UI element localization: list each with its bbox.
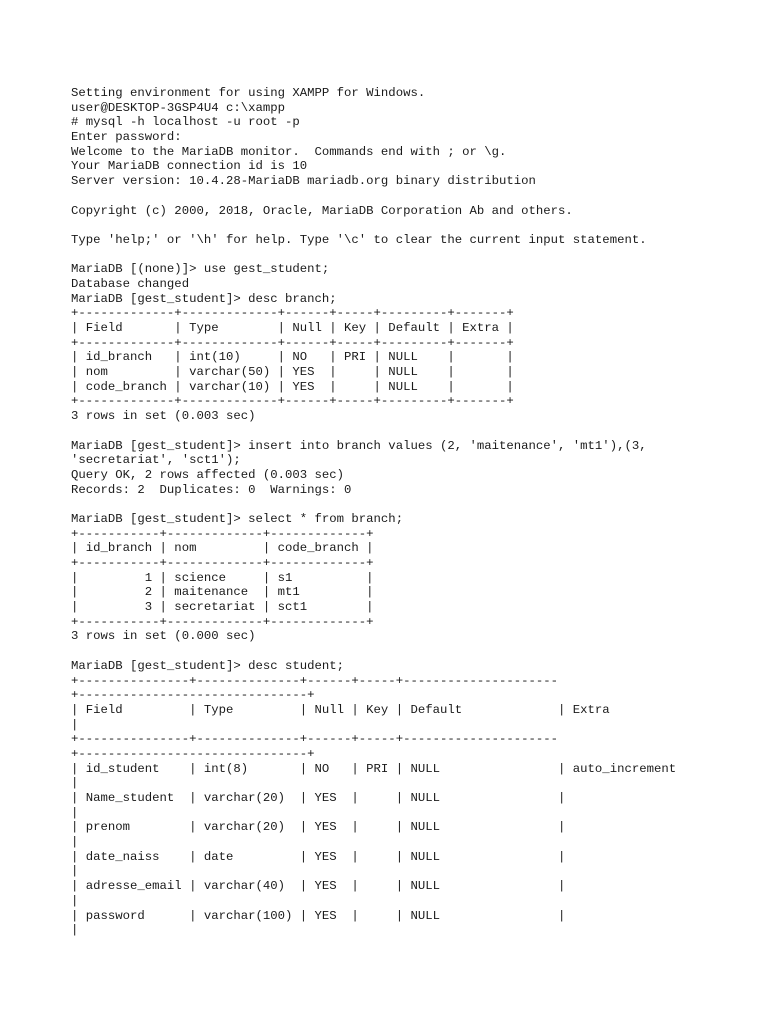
transcript-line: | (71, 805, 79, 820)
transcript-line: | id_branch | int(10) | NO | PRI | NULL | | (71, 350, 514, 365)
transcript-line: | date_naiss | date | YES | | NULL | (71, 849, 566, 864)
transcript-line: +-------------+-------------+------+-----+---------+-------+ (71, 394, 514, 409)
transcript-line: | nom | varchar(50) | YES | | NULL | | (71, 365, 514, 380)
transcript-line: Records: 2 Duplicates: 0 Warnings: 0 (71, 482, 352, 497)
transcript-line: | 3 | secretariat | sct1 | (71, 600, 374, 615)
transcript-line: 'secretariat', 'sct1'); (71, 453, 241, 468)
transcript-line: Enter password: (71, 130, 182, 145)
transcript-line: | password | varchar(100) | YES | | NULL | (71, 908, 566, 923)
transcript-line: +-----------+-------------+-------------+ (71, 526, 374, 541)
transcript-line: | id_student | int(8) | NO | PRI | NULL | auto_increment (71, 761, 677, 776)
transcript-line: | (71, 864, 79, 879)
transcript-line: MariaDB [gest_student]> desc student; (71, 658, 345, 673)
transcript-line: +-------------------------------+ (71, 746, 315, 761)
transcript-line: MariaDB [gest_student]> insert into branch values (2, 'maitenance', 'mt1'),(3, (71, 438, 647, 453)
transcript-line: Welcome to the MariaDB monitor. Commands end with ; or \g. (71, 144, 507, 159)
transcript-line: | (71, 835, 79, 850)
transcript-line (71, 497, 761, 512)
transcript-line: user@DESKTOP-3GSP4U4 c:\xampp (71, 100, 286, 115)
transcript-line: Query OK, 2 rows affected (0.003 sec) (71, 467, 345, 482)
transcript-line: Your MariaDB connection id is 10 (71, 159, 308, 174)
transcript-line (71, 424, 761, 439)
transcript-line: +-----------+-------------+-------------+ (71, 556, 374, 570)
transcript-line: Database changed (71, 276, 190, 291)
transcript-line: | (71, 893, 79, 908)
transcript-line: | Field | Type | Null | Key | Default | Extra (71, 702, 610, 717)
transcript-line: Server version: 10.4.28-MariaDB mariadb.org binary distribution (71, 174, 536, 189)
transcript-line: +-------------+-------------+------+-----+---------+-------+ (71, 306, 514, 321)
transcript-line: 3 rows in set (0.003 sec) (71, 409, 256, 424)
transcript-line: | Name_student | varchar(20) | YES | | NULL | (71, 791, 566, 805)
transcript-line: +-------------+-------------+------+-----+---------+-------+ (71, 335, 514, 350)
transcript-line: +---------------+--------------+------+-----+--------------------- (71, 732, 559, 747)
transcript-line: | 1 | science | s1 | (71, 570, 374, 585)
transcript-line: Setting environment for using XAMPP for Windows. (71, 86, 426, 100)
transcript-line (71, 248, 761, 263)
transcript-line (71, 189, 761, 204)
transcript-line: MariaDB [gest_student]> select * from branch; (71, 511, 404, 526)
transcript-line: MariaDB [(none)]> use gest_student; (71, 262, 330, 277)
transcript-line: | code_branch | varchar(10) | YES | | NULL | | (71, 379, 514, 394)
transcript-line: | 2 | maitenance | mt1 | (71, 585, 374, 600)
transcript-line: MariaDB [gest_student]> desc branch; (71, 291, 337, 306)
transcript-line (71, 644, 761, 659)
transcript-line: | id_branch | nom | code_branch | (71, 541, 374, 556)
transcript-line: | (71, 717, 79, 732)
terminal-transcript (71, 86, 761, 938)
transcript-line: # mysql -h localhost -u root -p (71, 115, 300, 130)
transcript-line: | prenom | varchar(20) | YES | | NULL | (71, 820, 566, 835)
transcript-line: Copyright (c) 2000, 2018, Oracle, MariaDB Corporation Ab and others. (71, 203, 573, 218)
transcript-line: +---------------+--------------+------+-----+--------------------- (71, 673, 559, 688)
transcript-line (71, 218, 761, 233)
transcript-line: | (71, 776, 79, 791)
transcript-line: +-----------+-------------+-------------+ (71, 614, 374, 629)
transcript-line: Type 'help;' or '\h' for help. Type '\c' to clear the current input statement. (71, 232, 647, 247)
transcript-line: | adresse_email | varchar(40) | YES | | NULL | (71, 879, 566, 894)
transcript-line: +-------------------------------+ (71, 688, 315, 703)
transcript-line: | Field | Type | Null | Key | Default | Extra | (71, 321, 514, 335)
transcript-line: 3 rows in set (0.000 sec) (71, 629, 256, 644)
transcript-line: | (71, 923, 79, 938)
